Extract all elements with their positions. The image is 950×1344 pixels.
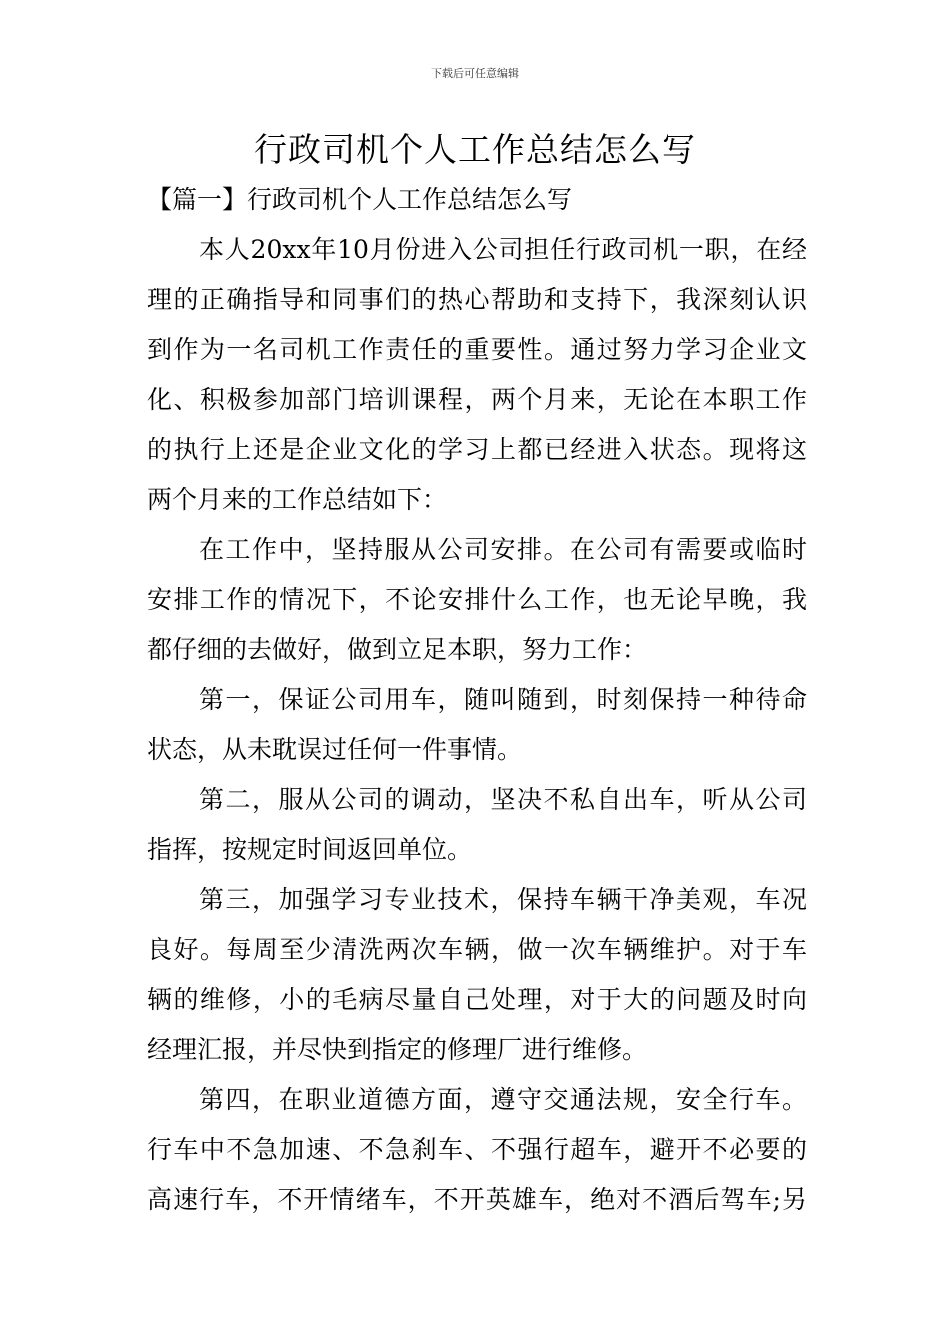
paragraph-line: 两个月来的工作总结如下：	[147, 485, 448, 514]
paragraph-line: 在工作中，坚持服从公司安排。在公司有需要或临时	[199, 535, 807, 564]
paragraph-point-four	[147, 1078, 807, 1228]
paragraph-line: 第三，加强学习专业技术，保持车辆干净美观，车况	[199, 885, 807, 914]
paragraph-line: 的执行上还是企业文化的学习上都已经进入状态。现将这	[147, 435, 807, 464]
paragraph-line: 状态，从未耽误过任何一件事情。	[147, 735, 523, 764]
paragraph-line: 辆的维修，小的毛病尽量自己处理，对于大的问题及时向	[147, 985, 807, 1014]
paragraph-line: 良好。每周至少清洗两次车辆，做一次车辆维护。对于车	[147, 935, 807, 964]
paragraph-line: 第一，保证公司用车，随叫随到，时刻保持一种待命	[199, 685, 807, 714]
paragraph-line: 安排工作的情况下，不论安排什么工作，也无论早晚，我	[147, 585, 807, 614]
paragraph-point-three	[147, 878, 807, 1078]
paragraph-line: 高速行车，不开情绪车，不开英雄车，绝对不酒后驾车;另	[147, 1185, 807, 1214]
paragraph-line: 化、积极参加部门培训课程，两个月来，无论在本职工作	[147, 385, 807, 414]
paragraph-line: 第四，在职业道德方面，遵守交通法规，安全行车。	[199, 1085, 807, 1114]
paragraph-line: 经理汇报，并尽快到指定的修理厂进行维修。	[147, 1035, 648, 1064]
paragraph-line: 指挥，按规定时间返回单位。	[147, 835, 473, 864]
paragraph-line: 第二，服从公司的调动，坚决不私自出车，听从公司	[199, 785, 807, 814]
paragraph-line: 到作为一名司机工作责任的重要性。通过努力学习企业文	[147, 335, 807, 364]
paragraph-line: 都仔细的去做好，做到立足本职，努力工作：	[147, 635, 648, 664]
paragraph-point-two	[147, 778, 807, 878]
document-title: 行政司机个人工作总结怎么写	[254, 130, 696, 169]
document-body	[147, 228, 807, 1228]
paragraph-intro	[147, 228, 807, 528]
paragraph-line: 本人20xx年10月份进入公司担任行政司机一职，在经	[199, 235, 807, 264]
paragraph-line: 理的正确指导和同事们的热心帮助和支持下，我深刻认识	[147, 285, 807, 314]
paragraph-line: 行车中不急加速、不急刹车、不强行超车，避开不必要的	[147, 1135, 807, 1164]
paragraph-work-attitude	[147, 528, 807, 678]
section-heading: 【篇一】行政司机个人工作总结怎么写	[147, 185, 573, 214]
page-header-note: 下载后可任意编辑	[431, 67, 519, 80]
paragraph-point-one	[147, 678, 807, 778]
